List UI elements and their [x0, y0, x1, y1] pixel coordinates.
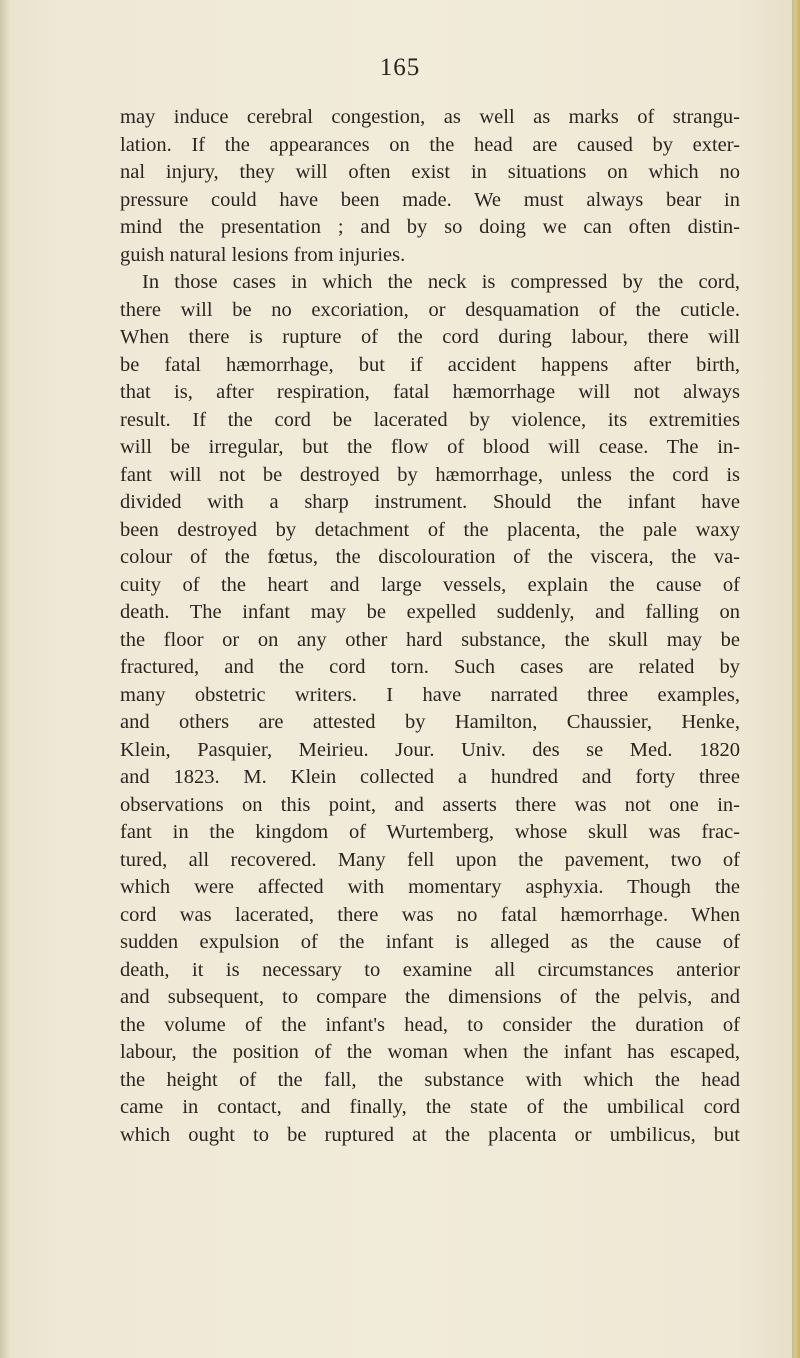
text-line: lation. If the appearances on the head are caused by exter-	[120, 133, 740, 156]
text-line: death. The infant may be expelled suddenly, and falling on	[120, 601, 740, 623]
text-line: fant in the kingdom of Wurtemberg, whose skull was frac-	[120, 821, 740, 843]
text-line: pressure could have been made. We must always bear in	[120, 188, 740, 211]
text-line: mind the presentation ; and by so doing we can often distin-	[120, 216, 740, 238]
text-line: death, it is necessary to examine all circumstances anterior	[120, 958, 740, 981]
text-line: many obstetric writers. I have narrated three examples,	[120, 683, 740, 706]
text-line: and 1823. M. Klein collected a hundred and forty three	[120, 766, 740, 788]
text-line: In those cases in which the neck is compressed by the cord,	[142, 271, 740, 293]
text-line: the volume of the infant's head, to consider the duration of	[120, 1013, 740, 1036]
page-number: 165	[379, 54, 421, 81]
text-line: came in contact, and finally, the state of the umbilical cord	[120, 1096, 740, 1118]
text-line: result. If the cord be lacerated by violence, its extremities	[120, 408, 740, 431]
body-text	[120, 104, 740, 1149]
text-line: cord was lacerated, there was no fatal hæmorrhage. When	[120, 903, 740, 926]
text-line: the height of the fall, the substance with which the head	[120, 1068, 740, 1091]
text-line: the floor or on any other hard substance, the skull may be	[120, 628, 740, 651]
text-line: nal injury, they will often exist in situations on which no	[120, 161, 740, 183]
text-line: cuity of the heart and large vessels, explain the cause of	[120, 573, 740, 596]
text-line: which ought to be ruptured at the placenta or umbilicus, but	[120, 1123, 740, 1146]
text-line: sudden expulsion of the infant is alleged as the cause of	[120, 931, 740, 953]
text-line: Klein, Pasquier, Meirieu. Jour. Univ. des se Med. 1820	[120, 738, 740, 761]
text-line: and others are attested by Hamilton, Chaussier, Henke,	[120, 711, 740, 733]
text-line: When there is rupture of the cord during labour, there will	[120, 326, 740, 348]
text-line: fant will not be destroyed by hæmorrhage, unless the cord is	[120, 463, 740, 486]
text-line: there will be no excoriation, or desquamation of the cuticle.	[120, 298, 740, 321]
text-line: and subsequent, to compare the dimensions of the pelvis, and	[120, 986, 740, 1008]
text-line: labour, the position of the woman when the infant has escaped,	[120, 1041, 740, 1063]
text-line: fractured, and the cord torn. Such cases are related by	[120, 656, 740, 678]
text-line: be fatal hæmorrhage, but if accident happens after birth,	[120, 353, 740, 376]
text-line: guish natural lesions from injuries.	[120, 243, 406, 266]
text-line: that is, after respiration, fatal hæmorrhage will not always	[120, 381, 740, 403]
text-line: tured, all recovered. Many fell upon the pavement, two of	[120, 848, 740, 871]
text-line: colour of the fœtus, the discolouration of the viscera, the va-	[120, 546, 740, 568]
text-line: been destroyed by detachment of the placenta, the pale waxy	[120, 518, 740, 541]
text-line: which were affected with momentary asphyxia. Though the	[120, 876, 740, 898]
text-line: will be irregular, but the flow of blood will cease. The in-	[120, 436, 740, 458]
text-line: observations on this point, and asserts there was not one in-	[120, 793, 740, 816]
page-edge	[792, 0, 800, 1358]
text-line: may induce cerebral congestion, as well as marks of strangu-	[120, 106, 740, 128]
gutter-shadow	[0, 0, 10, 1358]
text-line: divided with a sharp instrument. Should the infant have	[120, 491, 740, 513]
